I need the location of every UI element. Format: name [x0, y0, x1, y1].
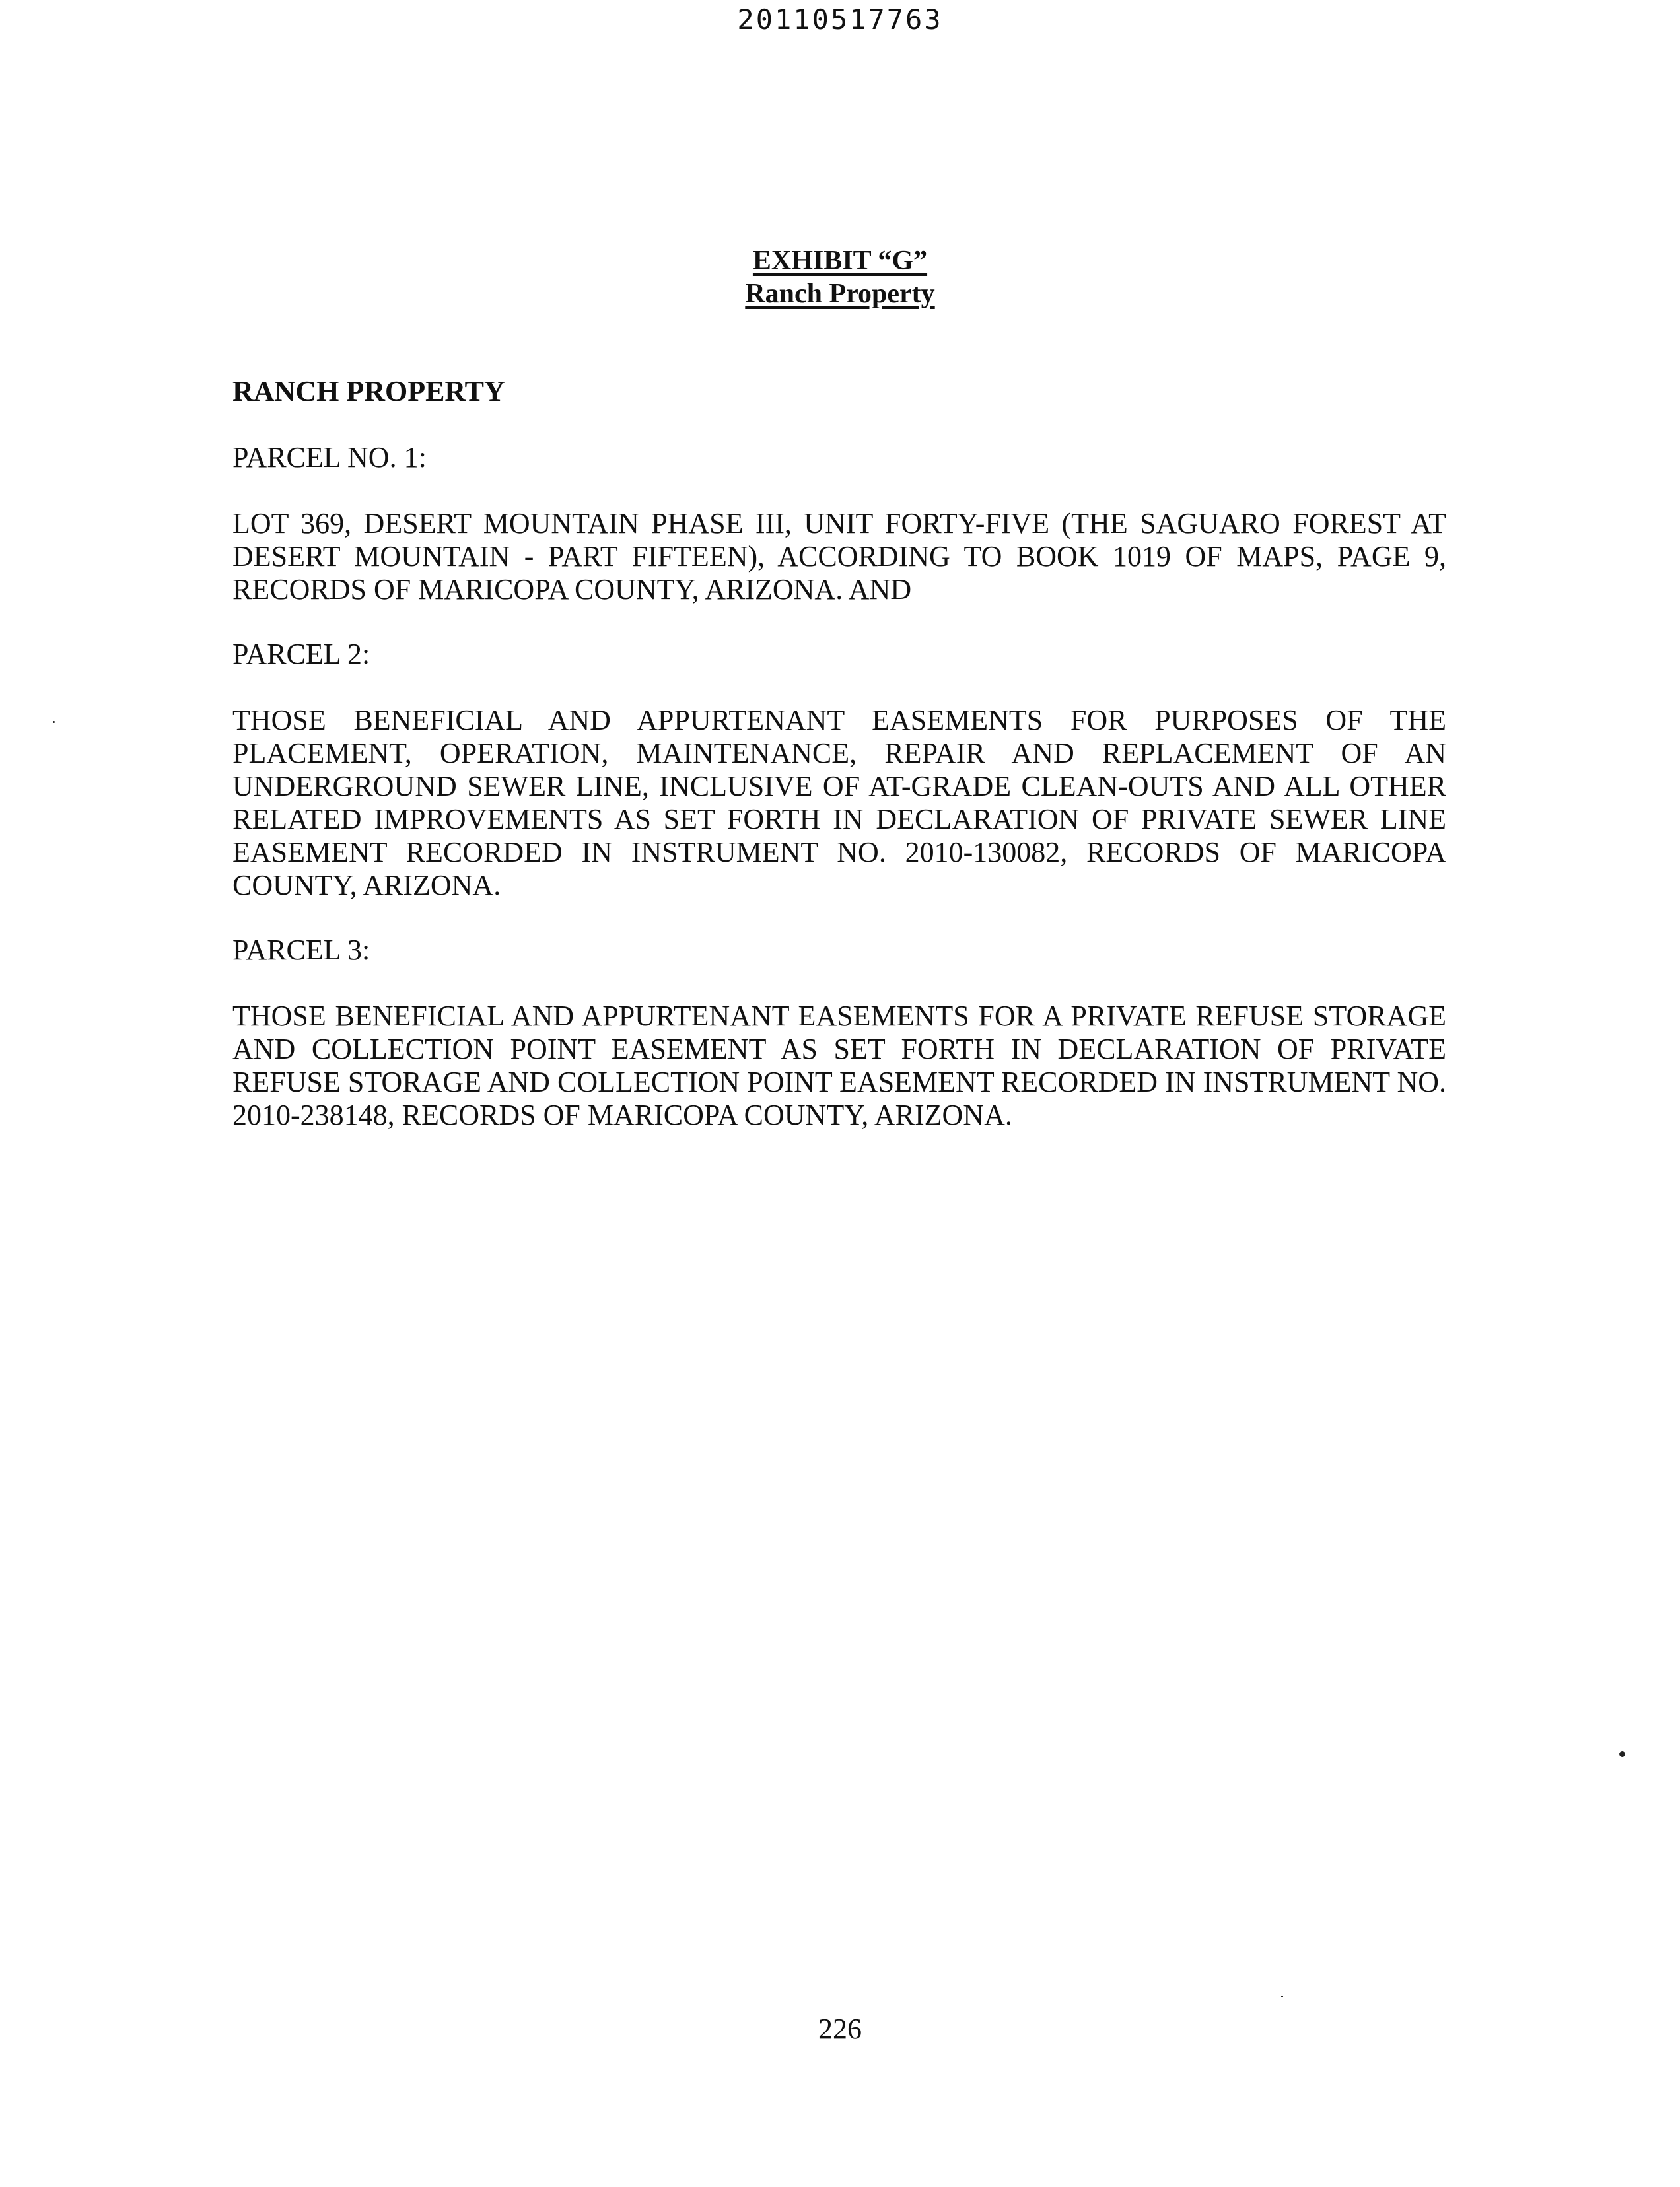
exhibit-heading — [0, 244, 1680, 310]
parcel-2-description: THOSE BENEFICIAL AND APPURTENANT EASEMENTS FOR PURPOSES OF THE PLACEMENT, OPERATION, MAINTENANCE, REPAIR AND REPLACEMENT OF AN UNDERGROUND SEWER LINE, INCLUSIVE OF AT-GRADE CLEAN-OUTS AND ALL OTHER RELATED IMPROVEMENTS AS SET FORTH IN DECLARATION OF PRIVATE SEWER LINE EASEMENT RECORDED IN INSTRUMENT NO. 2010-130082, RECORDS OF MARICOPA COUNTY, ARIZONA. — [232, 704, 1446, 901]
scan-speck — [1619, 1751, 1625, 1757]
page-number: 226 — [818, 2013, 862, 2045]
parcel-1-description: LOT 369, DESERT MOUNTAIN PHASE III, UNIT FORTY-FIVE (THE SAGUARO FOREST AT DESERT MOUNTAIN - PART FIFTEEN), ACCORDING TO BOOK 1019 OF MAPS, PAGE 9, RECORDS OF MARICOPA COUNTY, ARIZONA. AND — [232, 507, 1446, 606]
section-title: RANCH PROPERTY — [232, 375, 505, 407]
parcel-3-label: PARCEL 3: — [232, 934, 370, 966]
scan-speck — [1281, 1996, 1283, 1997]
exhibit-subtitle: Ranch Property — [745, 279, 935, 309]
scan-speck — [53, 721, 55, 723]
exhibit-title: EXHIBIT “G” — [752, 246, 928, 276]
parcel-2-label: PARCEL 2: — [232, 638, 370, 670]
parcel-1-label: PARCEL NO. 1: — [232, 441, 427, 473]
parcel-3-description: THOSE BENEFICIAL AND APPURTENANT EASEMENTS FOR A PRIVATE REFUSE STORAGE AND COLLECTION POINT EASEMENT AS SET FORTH IN DECLARATION OF PRIVATE REFUSE STORAGE AND COLLECTION POINT EASEMENT RECORDED IN INSTRUMENT NO. 2010-238148, RECORDS OF MARICOPA COUNTY, ARIZONA. — [232, 1000, 1446, 1131]
recording-number: 20110517763 — [737, 3, 943, 36]
